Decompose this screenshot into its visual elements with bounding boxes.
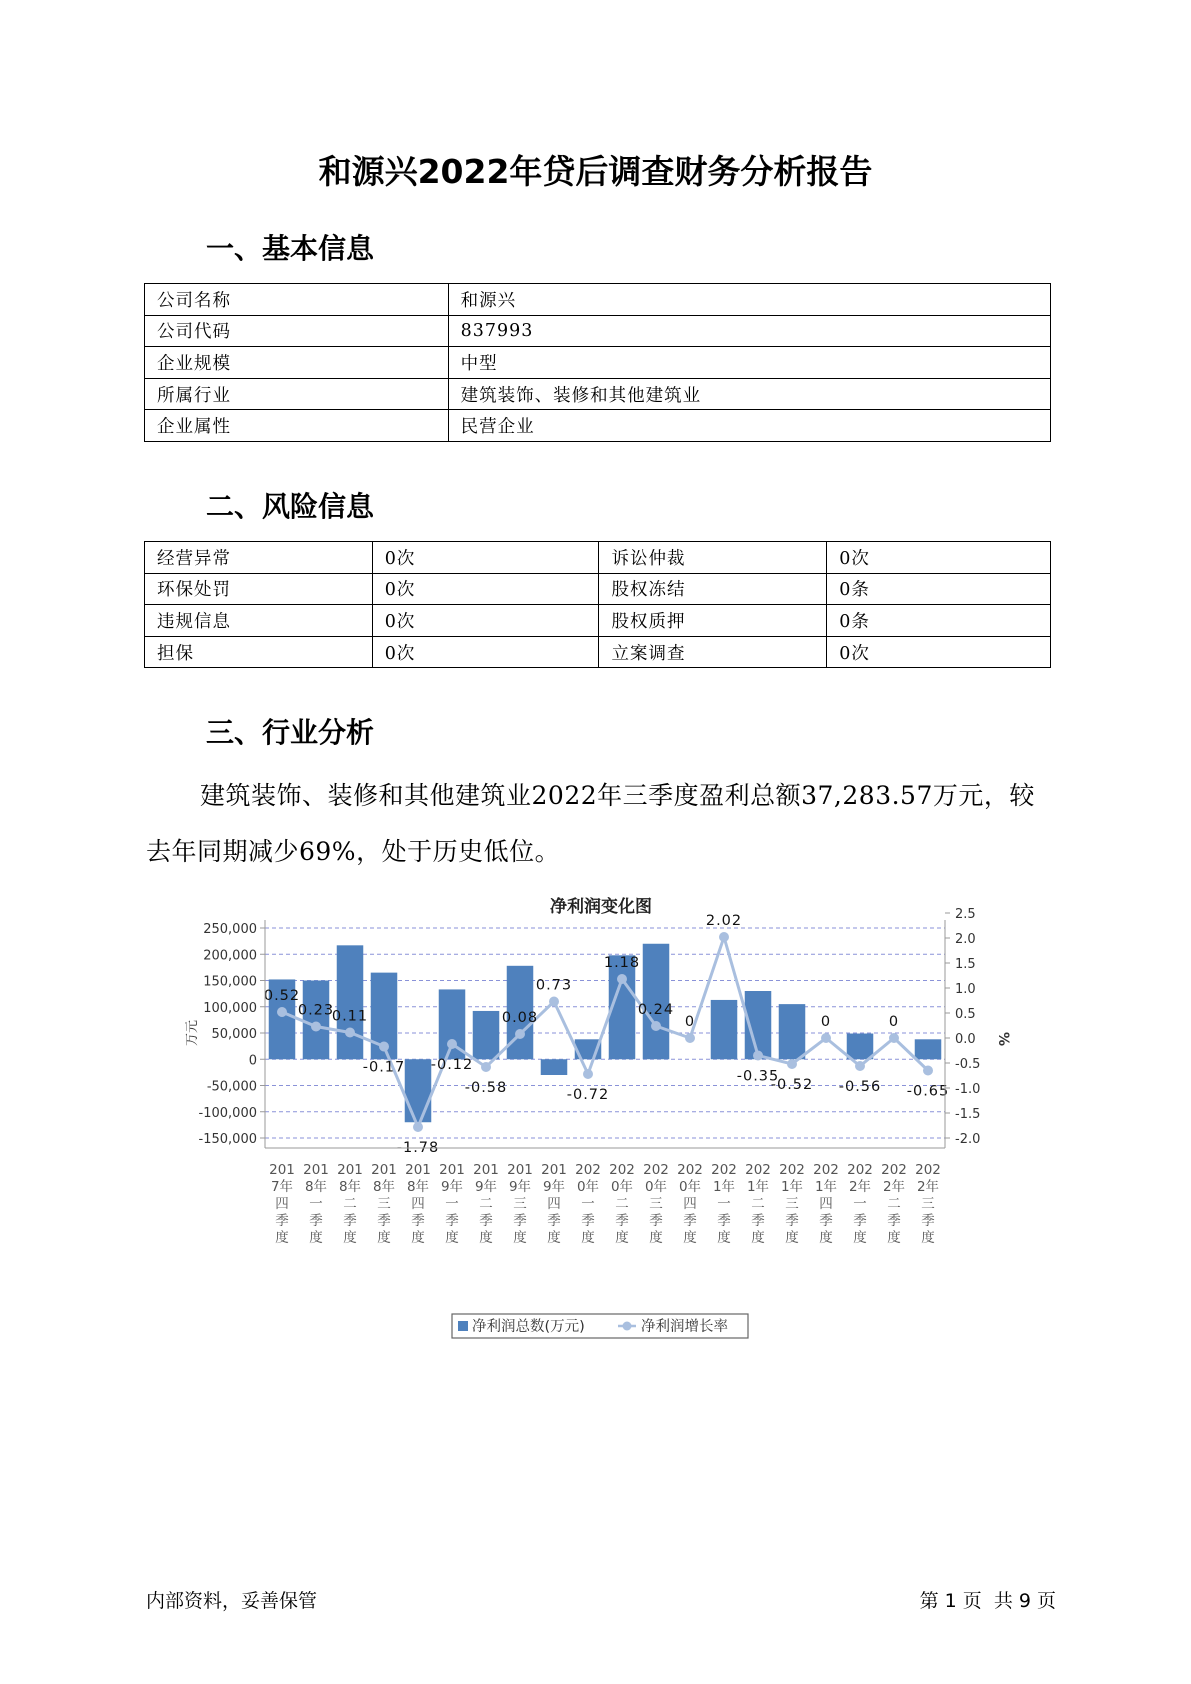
x-tick-label: 度 bbox=[649, 1230, 663, 1246]
growth-rate-label: -0.58 bbox=[464, 1080, 508, 1096]
x-tick-label: 201 bbox=[405, 1162, 431, 1178]
y-tick-label: 0 bbox=[248, 1053, 257, 1069]
section-heading-risk-info: 二、风险信息 bbox=[206, 490, 375, 523]
x-tick-label: 季 bbox=[343, 1213, 357, 1229]
risk-info-row bbox=[145, 542, 1051, 574]
risk-info-label: 股权质押 bbox=[599, 605, 827, 637]
x-tick-label: 8年 bbox=[372, 1179, 396, 1195]
y2-tick-label: 2.0 bbox=[955, 932, 976, 947]
x-tick-label: 季 bbox=[819, 1213, 833, 1229]
x-tick-label: 1年 bbox=[814, 1179, 838, 1195]
x-tick-label: 1年 bbox=[746, 1179, 770, 1195]
growth-rate-label: 0.23 bbox=[297, 1002, 335, 1019]
x-tick-label: 9年 bbox=[508, 1179, 532, 1195]
x-tick-label: 201 bbox=[269, 1162, 295, 1178]
x-tick-label: 度 bbox=[377, 1230, 391, 1246]
x-tick-label: 三 bbox=[921, 1196, 935, 1212]
x-tick-label: 202 bbox=[779, 1162, 805, 1178]
x-tick-label: 三 bbox=[649, 1196, 663, 1212]
x-tick-label: 度 bbox=[751, 1230, 765, 1246]
x-tick-label: 201 bbox=[439, 1162, 465, 1178]
x-tick-label: 202 bbox=[575, 1162, 601, 1178]
growth-rate-point bbox=[583, 1069, 593, 1079]
x-tick-label: 度 bbox=[479, 1230, 493, 1246]
x-tick-label: 202 bbox=[847, 1162, 873, 1178]
risk-info-value: 0次 bbox=[827, 542, 1051, 574]
x-tick-label: 9年 bbox=[440, 1179, 464, 1195]
x-tick-label: 2年 bbox=[916, 1179, 940, 1195]
growth-rate-label: 0.52 bbox=[263, 988, 301, 1004]
risk-info-value: 0次 bbox=[372, 605, 599, 637]
profit-bar bbox=[473, 1011, 500, 1059]
growth-rate-point bbox=[821, 1033, 831, 1043]
growth-rate-label: 0.24 bbox=[637, 1002, 675, 1018]
basic-info-value: 和源兴 bbox=[448, 284, 1050, 316]
growth-rate-point bbox=[515, 1029, 525, 1039]
risk-info-label: 担保 bbox=[145, 636, 373, 668]
report-title: 和源兴2022年贷后调查财务分析报告 bbox=[318, 152, 873, 191]
risk-info-table bbox=[144, 541, 1051, 668]
x-tick-label: 度 bbox=[785, 1230, 799, 1246]
y2-tick-label: 1.5 bbox=[955, 957, 976, 972]
risk-info-value: 0条 bbox=[827, 605, 1051, 637]
x-tick-label: 201 bbox=[303, 1162, 329, 1178]
x-tick-label: 201 bbox=[541, 1162, 567, 1178]
growth-rate-point bbox=[889, 1033, 899, 1043]
x-tick-label: 二 bbox=[479, 1196, 493, 1212]
x-tick-label: 度 bbox=[547, 1230, 561, 1246]
x-tick-label: 季 bbox=[785, 1213, 799, 1229]
y2-tick-label: -1.0 bbox=[955, 1082, 981, 1097]
growth-rate-point bbox=[549, 997, 559, 1007]
profit-bar bbox=[915, 1039, 942, 1059]
x-tick-label: 二 bbox=[615, 1196, 629, 1212]
growth-rate-point bbox=[447, 1039, 457, 1049]
x-tick-label: 四 bbox=[819, 1196, 833, 1212]
x-tick-label: 季 bbox=[887, 1213, 901, 1229]
x-tick-label: 季 bbox=[275, 1213, 289, 1229]
growth-rate-point bbox=[311, 1022, 321, 1032]
x-tick-label: 1年 bbox=[712, 1179, 736, 1195]
x-tick-label: 四 bbox=[411, 1196, 425, 1212]
profit-bar bbox=[847, 1034, 874, 1060]
x-tick-label: 202 bbox=[643, 1162, 669, 1178]
y-axis-title: 万元 bbox=[185, 1019, 200, 1047]
x-tick-label: 9年 bbox=[474, 1179, 498, 1195]
legend-line-marker bbox=[623, 1322, 632, 1331]
risk-info-label: 诉讼仲裁 bbox=[599, 542, 827, 574]
y2-tick-label: -0.5 bbox=[955, 1057, 981, 1072]
x-tick-label: 季 bbox=[411, 1213, 425, 1229]
growth-rate-point bbox=[685, 1033, 695, 1043]
profit-bar bbox=[779, 1004, 806, 1059]
x-tick-label: 季 bbox=[479, 1213, 493, 1229]
y-tick-label: 150,000 bbox=[203, 974, 257, 990]
legend-bar-swatch bbox=[458, 1321, 468, 1331]
x-tick-label: 8年 bbox=[406, 1179, 430, 1195]
chart-title: 净利润变化图 bbox=[550, 897, 652, 917]
risk-info-row bbox=[145, 573, 1051, 605]
x-tick-label: 一 bbox=[309, 1196, 323, 1212]
x-tick-label: 四 bbox=[683, 1196, 697, 1212]
risk-info-label: 立案调查 bbox=[599, 636, 827, 668]
x-tick-label: 三 bbox=[785, 1196, 799, 1212]
y-tick-label: -100,000 bbox=[198, 1105, 257, 1121]
x-tick-label: 1年 bbox=[780, 1179, 804, 1195]
growth-rate-label: 0 bbox=[820, 1014, 832, 1030]
x-tick-label: 度 bbox=[853, 1230, 867, 1246]
y-tick-label: -150,000 bbox=[198, 1132, 257, 1147]
x-tick-label: 季 bbox=[445, 1213, 459, 1229]
x-tick-label: 0年 bbox=[576, 1179, 600, 1195]
growth-rate-label: 0 bbox=[684, 1014, 696, 1030]
x-tick-label: 四 bbox=[275, 1196, 289, 1212]
x-tick-label: 201 bbox=[371, 1162, 397, 1178]
chart-legend bbox=[452, 1314, 748, 1338]
risk-info-row bbox=[145, 636, 1051, 668]
growth-rate-point bbox=[753, 1051, 763, 1061]
x-tick-label: 季 bbox=[615, 1213, 629, 1229]
x-tick-label: 四 bbox=[547, 1196, 561, 1212]
x-tick-label: 三 bbox=[513, 1196, 527, 1212]
basic-info-label: 所属行业 bbox=[145, 378, 449, 410]
growth-rate-label: 0.11 bbox=[331, 1008, 369, 1025]
growth-rate-point bbox=[277, 1007, 287, 1017]
x-tick-label: 度 bbox=[513, 1230, 527, 1246]
x-tick-label: 度 bbox=[411, 1230, 425, 1246]
growth-rate-point bbox=[719, 932, 729, 942]
x-tick-label: 度 bbox=[921, 1230, 935, 1246]
x-tick-label: 202 bbox=[745, 1162, 771, 1178]
x-tick-label: 202 bbox=[813, 1162, 839, 1178]
basic-info-value: 837993 bbox=[448, 315, 1050, 347]
profit-bar bbox=[711, 1000, 738, 1059]
legend-line-label: 净利润增长率 bbox=[641, 1319, 728, 1335]
x-tick-label: 202 bbox=[677, 1162, 703, 1178]
x-tick-label: 季 bbox=[717, 1213, 731, 1229]
x-tick-label: 季 bbox=[547, 1213, 561, 1229]
basic-info-label: 企业属性 bbox=[145, 410, 449, 442]
y2-axis-title: % bbox=[995, 1031, 1011, 1047]
profit-bar bbox=[405, 1059, 432, 1122]
y2-tick-label: 0.5 bbox=[955, 1007, 976, 1022]
x-tick-label: 一 bbox=[581, 1196, 595, 1212]
x-tick-label: 季 bbox=[853, 1213, 867, 1229]
x-tick-label: 201 bbox=[337, 1162, 363, 1178]
growth-rate-label: -1.78 bbox=[396, 1140, 440, 1156]
x-tick-label: 季 bbox=[751, 1213, 765, 1229]
footer-confidential-note: 内部资料，妥善保管 bbox=[146, 1590, 318, 1612]
growth-rate-point bbox=[787, 1059, 797, 1069]
basic-info-label: 企业规模 bbox=[145, 347, 449, 379]
y-tick-label: 50,000 bbox=[211, 1027, 257, 1042]
growth-rate-label: -0.12 bbox=[430, 1057, 474, 1073]
x-tick-label: 2年 bbox=[882, 1179, 906, 1195]
growth-rate-point bbox=[413, 1122, 423, 1132]
x-tick-label: 一 bbox=[445, 1196, 459, 1212]
x-tick-label: 201 bbox=[507, 1162, 533, 1178]
y-tick-label: 250,000 bbox=[203, 922, 257, 937]
legend-bar-label: 净利润总数(万元) bbox=[472, 1319, 585, 1335]
x-tick-label: 度 bbox=[275, 1230, 289, 1246]
basic-info-row bbox=[145, 284, 1051, 316]
chart-growth-line bbox=[264, 913, 949, 1156]
section-heading-basic-info: 一、基本信息 bbox=[206, 232, 375, 265]
x-tick-label: 202 bbox=[915, 1162, 941, 1178]
risk-info-value: 0次 bbox=[372, 542, 599, 574]
x-tick-label: 2年 bbox=[848, 1179, 872, 1195]
risk-info-label: 经营异常 bbox=[145, 542, 373, 574]
growth-rate-label: -0.17 bbox=[362, 1059, 406, 1076]
risk-info-row bbox=[145, 605, 1051, 637]
profit-bar bbox=[337, 945, 364, 1059]
growth-rate-label: -0.65 bbox=[906, 1083, 950, 1100]
growth-rate-label: 0.73 bbox=[535, 977, 573, 994]
x-tick-label: 一 bbox=[717, 1196, 731, 1212]
x-tick-label: 季 bbox=[649, 1213, 663, 1229]
y2-tick-label: 0.0 bbox=[955, 1032, 976, 1047]
growth-rate-label: -0.35 bbox=[736, 1068, 780, 1085]
x-tick-label: 二 bbox=[751, 1196, 765, 1212]
x-tick-label: 季 bbox=[581, 1213, 595, 1229]
risk-info-value: 0次 bbox=[372, 573, 599, 605]
x-tick-label: 季 bbox=[513, 1213, 527, 1229]
x-tick-label: 202 bbox=[881, 1162, 907, 1178]
x-tick-label: 8年 bbox=[338, 1179, 362, 1195]
basic-info-row bbox=[145, 378, 1051, 410]
x-tick-label: 二 bbox=[343, 1196, 357, 1212]
profit-bar bbox=[303, 981, 330, 1060]
x-tick-label: 201 bbox=[473, 1162, 499, 1178]
y-tick-label: 200,000 bbox=[203, 948, 257, 964]
x-tick-label: 三 bbox=[377, 1196, 391, 1212]
basic-info-value: 民营企业 bbox=[448, 410, 1050, 442]
risk-info-value: 0条 bbox=[827, 573, 1051, 605]
y2-tick-label: 2.5 bbox=[955, 907, 976, 922]
x-tick-label: 0年 bbox=[678, 1179, 702, 1195]
x-tick-label: 季 bbox=[309, 1213, 323, 1229]
growth-rate-point bbox=[855, 1061, 865, 1071]
industry-analysis-paragraph: 建筑装饰、装修和其他建筑业2022年三季度盈利总额37,283.57万元，较去年同期减少69%，处于历史低位。 bbox=[146, 781, 1035, 866]
section-heading-industry-analysis: 三、行业分析 bbox=[206, 716, 375, 749]
x-tick-label: 9年 bbox=[542, 1179, 566, 1195]
risk-info-label: 股权冻结 bbox=[599, 573, 827, 605]
x-tick-label: 度 bbox=[615, 1230, 629, 1246]
x-tick-label: 7年 bbox=[270, 1179, 294, 1195]
x-tick-label: 0年 bbox=[644, 1179, 668, 1195]
x-tick-label: 202 bbox=[609, 1162, 635, 1178]
x-tick-label: 度 bbox=[581, 1230, 595, 1246]
risk-info-value: 0次 bbox=[827, 636, 1051, 668]
x-tick-label: 度 bbox=[445, 1230, 459, 1246]
growth-rate-label: 2.02 bbox=[705, 913, 743, 929]
risk-info-value: 0次 bbox=[372, 636, 599, 668]
x-tick-label: 季 bbox=[377, 1213, 391, 1229]
growth-rate-label: 0.08 bbox=[501, 1010, 539, 1026]
growth-rate-point bbox=[481, 1062, 491, 1072]
x-tick-label: 度 bbox=[343, 1230, 357, 1246]
risk-info-label: 违规信息 bbox=[145, 605, 373, 637]
basic-info-table bbox=[144, 283, 1051, 442]
basic-info-value: 建筑装饰、装修和其他建筑业 bbox=[448, 378, 1050, 410]
x-tick-label: 季 bbox=[683, 1213, 697, 1229]
basic-info-row bbox=[145, 315, 1051, 347]
risk-info-label: 环保处罚 bbox=[145, 573, 373, 605]
y2-tick-label: -2.0 bbox=[955, 1132, 981, 1147]
x-tick-label: 度 bbox=[887, 1230, 901, 1246]
basic-info-label: 公司代码 bbox=[145, 315, 449, 347]
x-tick-label: 季 bbox=[921, 1213, 935, 1229]
net-profit-chart bbox=[0, 880, 1191, 1350]
growth-rate-point bbox=[617, 974, 627, 984]
y-tick-label: 100,000 bbox=[203, 1000, 257, 1016]
footer-page-number: 第 1 页 共 9 页 bbox=[919, 1590, 1056, 1612]
y2-tick-label: -1.5 bbox=[955, 1107, 981, 1122]
basic-info-label: 公司名称 bbox=[145, 284, 449, 316]
growth-rate-point bbox=[379, 1042, 389, 1052]
x-tick-label: 度 bbox=[717, 1230, 731, 1246]
basic-info-row bbox=[145, 410, 1051, 442]
x-tick-label: 二 bbox=[887, 1196, 901, 1212]
growth-rate-point bbox=[345, 1028, 355, 1038]
profit-bar bbox=[541, 1059, 568, 1075]
x-tick-label: 0年 bbox=[610, 1179, 634, 1195]
growth-rate-label: 1.18 bbox=[603, 955, 641, 971]
growth-rate-label: -0.72 bbox=[566, 1087, 610, 1103]
x-tick-label: 度 bbox=[819, 1230, 833, 1246]
x-tick-label: 度 bbox=[683, 1230, 697, 1246]
x-tick-label: 8年 bbox=[304, 1179, 328, 1195]
x-tick-label: 一 bbox=[853, 1196, 867, 1212]
x-tick-label: 度 bbox=[309, 1230, 323, 1246]
y-tick-label: -50,000 bbox=[206, 1079, 257, 1095]
growth-rate-point bbox=[923, 1066, 933, 1076]
basic-info-value: 中型 bbox=[448, 347, 1050, 379]
x-tick-label: 202 bbox=[711, 1162, 737, 1178]
growth-rate-label: 0 bbox=[888, 1014, 900, 1030]
y2-tick-label: 1.0 bbox=[955, 982, 976, 997]
basic-info-row bbox=[145, 347, 1051, 379]
growth-rate-label: -0.56 bbox=[838, 1079, 882, 1095]
chart-axes bbox=[185, 907, 1011, 1246]
growth-rate-label: -0.52 bbox=[770, 1077, 814, 1093]
growth-rate-point bbox=[651, 1021, 661, 1031]
